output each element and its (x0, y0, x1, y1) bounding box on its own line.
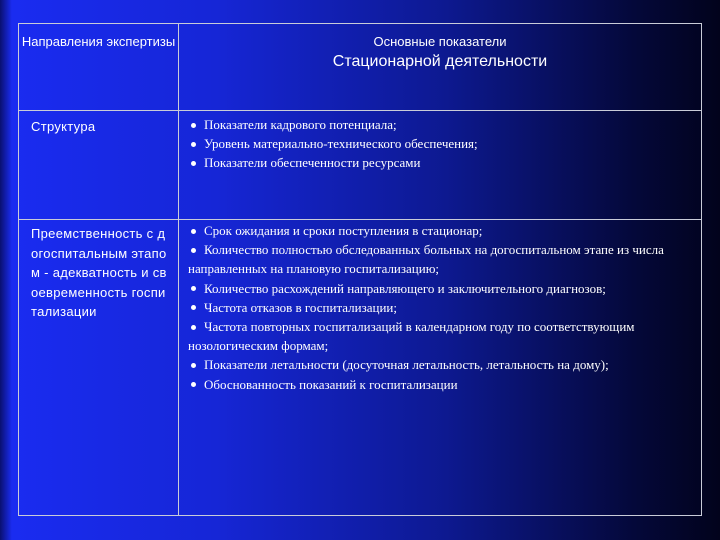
list-item (188, 298, 691, 317)
header-inpatient: Стационарной деятельности (332, 53, 548, 70)
bullet-icon (191, 229, 196, 234)
indicator-text: Обоснованность показаний к госпитализации (204, 376, 458, 392)
left-accent-strip (0, 0, 12, 540)
row-direction-continuity: Преемственность с догоспитальным этапом - адекватность и своевременность госпитализации (31, 226, 167, 319)
indicator-text: Показатели летальности (досуточная летальность, летальность на дому); (204, 357, 609, 373)
indicator-text: Уровень материально-технического обеспечения; (204, 136, 478, 152)
list-item (188, 240, 691, 278)
bullet-icon (191, 382, 196, 387)
indicator-text: Показатели обеспеченности ресурсами (204, 155, 421, 171)
bullet-icon (191, 123, 196, 128)
list-item (188, 134, 691, 153)
list-item (188, 375, 691, 394)
indicator-text: Частота повторных госпитализаций в календарном году по соответствующим нозологическим формам; (188, 319, 635, 354)
list-item (188, 355, 691, 374)
bullet-icon (191, 286, 196, 291)
row-indicators-structure (188, 115, 691, 173)
indicator-text: Показатели кадрового потенциала; (204, 117, 397, 132)
list-item (188, 279, 691, 298)
bullet-icon (191, 161, 196, 166)
row-direction-structure: Структура (31, 119, 96, 134)
list-item (188, 221, 691, 240)
row-indicators-continuity (188, 221, 691, 394)
list-item (188, 115, 691, 134)
bullet-icon (191, 325, 196, 330)
indicators-table (18, 23, 702, 516)
column-divider (178, 24, 179, 515)
header-indicators: Основные показатели (373, 34, 507, 49)
row-divider (19, 219, 701, 220)
bullet-icon (191, 248, 196, 253)
indicator-text: Количество расхождений направляющего и заключительного диагнозов; (204, 280, 606, 296)
list-item (188, 317, 691, 355)
indicator-text: Количество полностью обследованных больных на догоспитальном этапе из числа направленных на плановую госпитализацию; (188, 242, 664, 277)
bullet-icon (191, 142, 196, 147)
indicator-text: Частота отказов в госпитализации; (204, 299, 397, 315)
bullet-icon (191, 305, 196, 310)
header-directions: Направления экспертизы (21, 34, 176, 49)
list-item (188, 153, 691, 172)
row-divider (19, 110, 701, 111)
bullet-icon (191, 363, 196, 368)
indicator-text: Срок ожидания и сроки поступления в стационар; (204, 223, 483, 238)
